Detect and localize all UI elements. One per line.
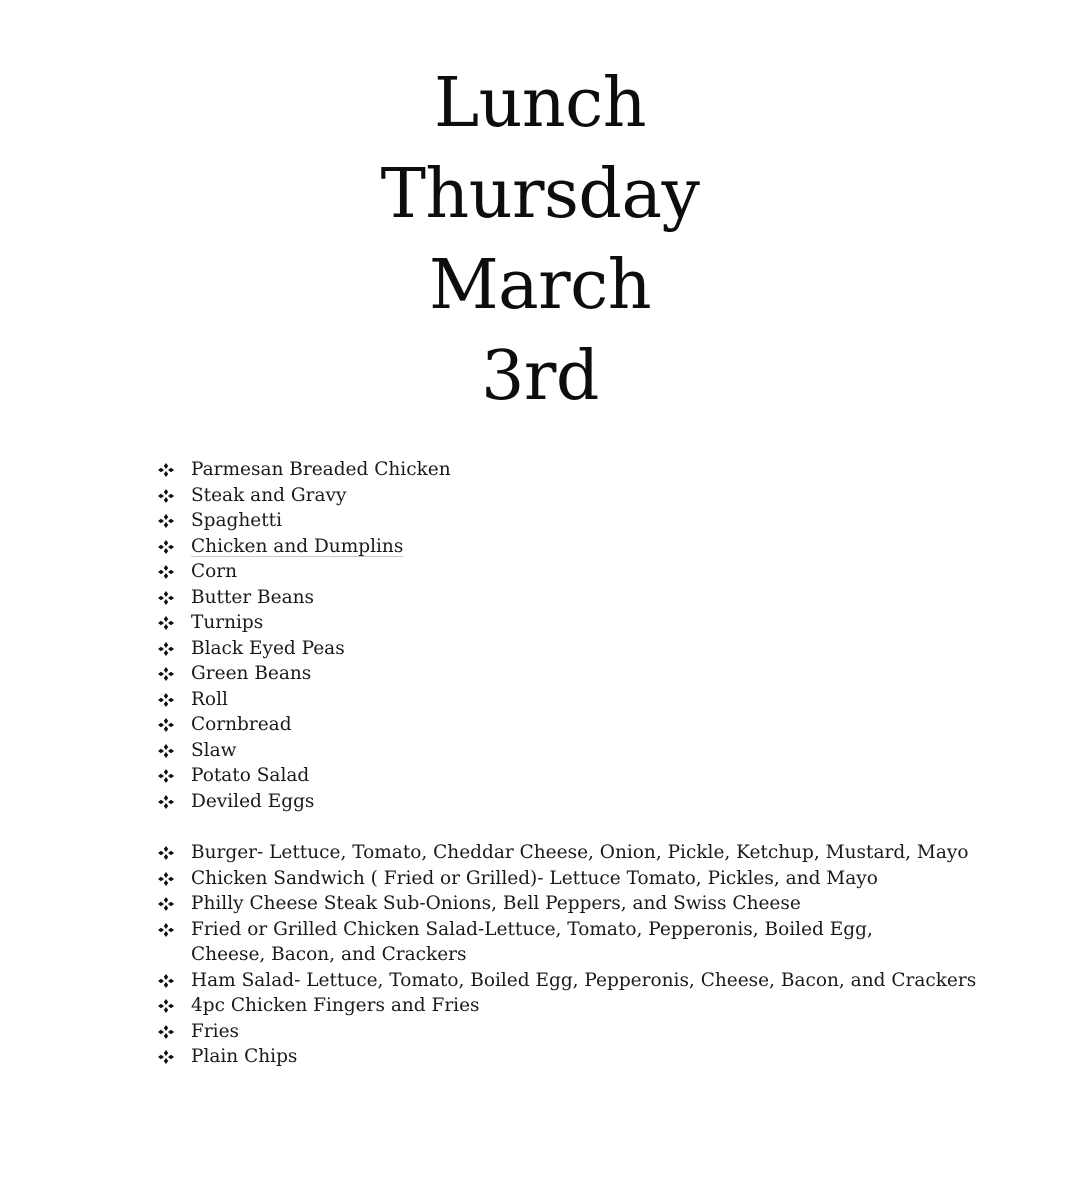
list-item <box>158 917 921 968</box>
diamond-cluster-bullet-icon <box>158 565 174 579</box>
diamond-cluster-bullet-icon <box>158 769 174 783</box>
diamond-cluster-bullet-icon <box>158 718 174 732</box>
diamond-cluster-bullet-icon <box>158 693 174 707</box>
diamond-cluster-bullet-icon <box>158 974 174 988</box>
list-item <box>158 738 451 764</box>
diamond-cluster-bullet-icon <box>158 591 174 605</box>
menu-item-label: Steak and Gravy <box>191 484 347 506</box>
list-item <box>158 457 451 483</box>
list-item <box>158 789 451 815</box>
diamond-cluster-bullet-icon <box>158 489 174 503</box>
menu-item-label: Black Eyed Peas <box>191 637 345 659</box>
diamond-cluster-bullet-icon <box>158 514 174 528</box>
list-item <box>158 610 451 636</box>
menu-item-label: 4pc Chicken Fingers and Fries <box>191 995 480 1016</box>
menu-item-label: Butter Beans <box>191 586 315 608</box>
diamond-cluster-bullet-icon <box>158 667 174 681</box>
list-item <box>158 866 976 892</box>
menu-item-label: Turnips <box>191 612 264 633</box>
menu-item-label: Plain Chips <box>191 1046 298 1067</box>
diamond-cluster-bullet-icon <box>158 897 174 911</box>
diamond-cluster-bullet-icon <box>158 744 174 758</box>
diamond-cluster-bullet-icon <box>158 616 174 630</box>
list-item <box>158 891 976 917</box>
list-item <box>158 840 976 866</box>
title-day: 3rd <box>481 337 599 416</box>
diamond-cluster-bullet-icon <box>158 999 174 1013</box>
list-item <box>158 534 451 560</box>
list-item <box>158 1044 976 1070</box>
menu-item-label: Corn <box>191 561 238 582</box>
menu-item-label: Parmesan Breaded Chicken <box>191 459 451 480</box>
list-item <box>158 763 451 789</box>
list-item <box>158 483 451 509</box>
list-item <box>158 508 451 534</box>
main-menu-list <box>158 457 451 814</box>
diamond-cluster-bullet-icon <box>158 1025 174 1039</box>
diamond-cluster-bullet-icon <box>158 923 174 937</box>
diamond-cluster-bullet-icon <box>158 463 174 477</box>
list-item <box>158 993 976 1019</box>
list-item <box>158 559 451 585</box>
grill-menu-list <box>158 840 976 1070</box>
menu-item-label: Chicken and Dumplins <box>191 535 404 557</box>
diamond-cluster-bullet-icon <box>158 795 174 809</box>
list-item <box>158 636 451 662</box>
menu-item-label: Roll <box>191 688 228 710</box>
list-item <box>158 968 976 994</box>
title-meal: Lunch <box>433 64 647 143</box>
title-weekday: Thursday <box>380 155 700 234</box>
diamond-cluster-bullet-icon <box>158 1050 174 1064</box>
menu-item-label: Ham Salad- Lettuce, Tomato, Boiled Egg, Pepperonis, Cheese, Bacon, and Crackers <box>191 969 977 991</box>
menu-item-label: Chicken Sandwich ( Fried or Grilled)- Lettuce Tomato, Pickles, and Mayo <box>191 867 878 889</box>
menu-item-label: Potato Salad <box>191 765 310 786</box>
menu-title <box>0 58 1080 422</box>
menu-item-label: Deviled Eggs <box>191 790 315 812</box>
list-item <box>158 1019 976 1045</box>
diamond-cluster-bullet-icon <box>158 540 174 554</box>
list-item <box>158 661 451 687</box>
menu-item-label: Philly Cheese Steak Sub-Onions, Bell Peppers, and Swiss Cheese <box>191 893 801 914</box>
title-month: March <box>428 246 652 325</box>
menu-item-label: Spaghetti <box>191 510 283 531</box>
menu-item-label: Burger- Lettuce, Tomato, Cheddar Cheese, Onion, Pickle, Ketchup, Mustard, Mayo <box>191 842 969 863</box>
menu-item-label: Fried or Grilled Chicken Salad-Lettuce, Tomato, Pepperonis, Boiled Egg, Cheese, Bacon, and Crackers <box>191 918 873 965</box>
menu-item-label: Green Beans <box>191 663 312 684</box>
diamond-cluster-bullet-icon <box>158 846 174 860</box>
menu-item-label: Fries <box>191 1020 240 1042</box>
menu-item-label: Cornbread <box>191 714 292 735</box>
diamond-cluster-bullet-icon <box>158 642 174 656</box>
list-item <box>158 712 451 738</box>
list-item <box>158 687 451 713</box>
menu-item-label: Slaw <box>191 739 237 761</box>
diamond-cluster-bullet-icon <box>158 872 174 886</box>
list-item <box>158 585 451 611</box>
